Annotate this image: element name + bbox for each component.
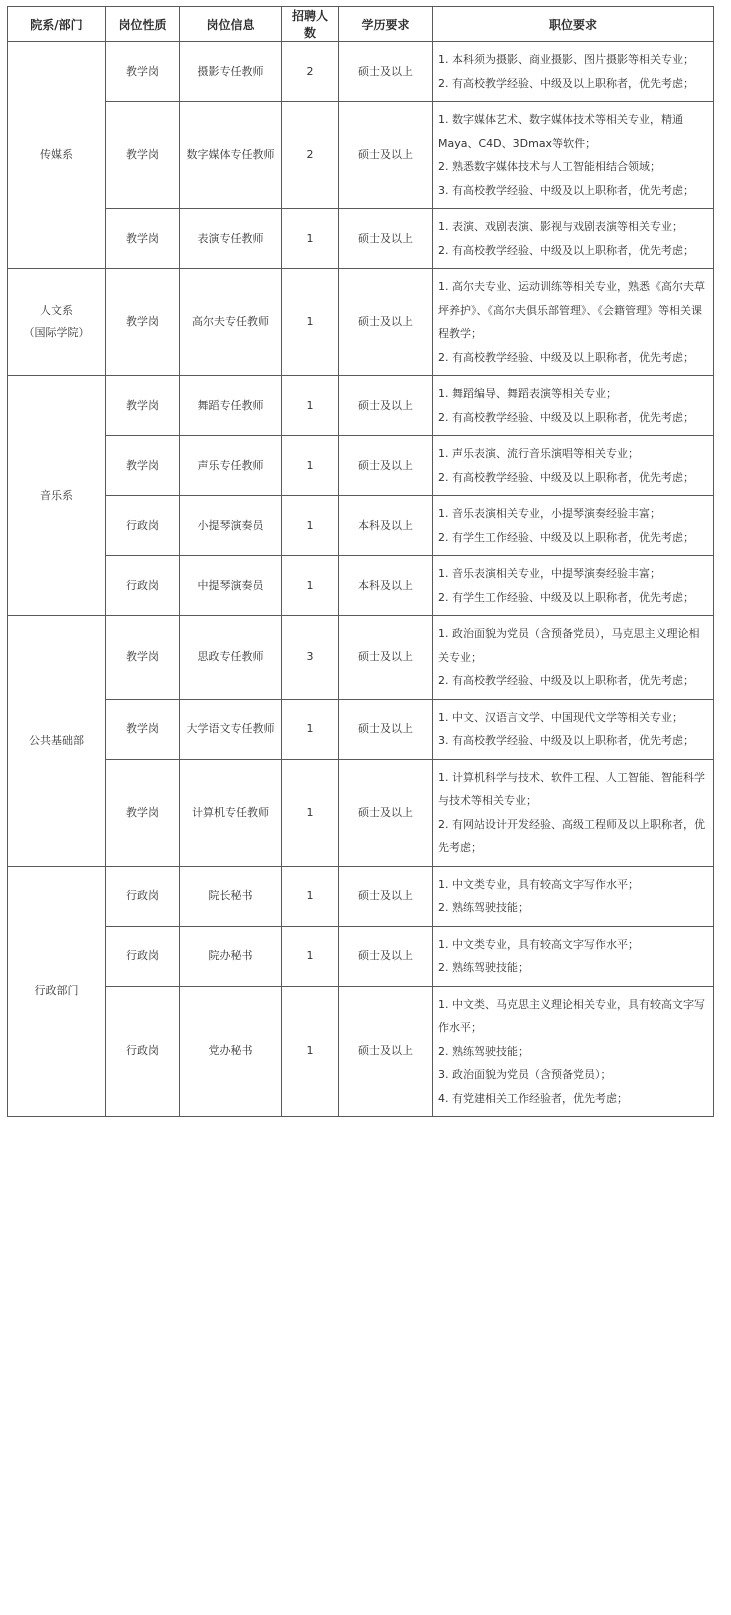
count-cell: 1 <box>282 376 339 436</box>
position-cell: 摄影专任教师 <box>180 42 282 102</box>
department-cell: 传媒系 <box>8 42 106 269</box>
nature-cell: 教学岗 <box>106 759 180 866</box>
count-cell: 1 <box>282 759 339 866</box>
count-cell: 1 <box>282 556 339 616</box>
department-cell: 公共基础部 <box>8 616 106 867</box>
education-cell: 硕士及以上 <box>339 376 433 436</box>
requirement-item: 1. 中文、汉语言文学、中国现代文学等相关专业； <box>438 710 683 724</box>
table-row <box>8 699 714 759</box>
count-cell: 1 <box>282 926 339 986</box>
nature-cell: 教学岗 <box>106 209 180 269</box>
requirement-item: 3. 政治面貌为党员（含预备党员）； <box>438 1068 612 1081</box>
header-position: 岗位信息 <box>180 7 282 42</box>
nature-cell: 教学岗 <box>106 376 180 436</box>
education-cell: 硕士及以上 <box>339 699 433 759</box>
header-department: 院系/部门 <box>8 7 106 42</box>
position-cell: 思政专任教师 <box>180 616 282 700</box>
education-cell: 硕士及以上 <box>339 102 433 209</box>
requirement-item: 2. 有高校教学经验、中级及以上职称者，优先考虑； <box>438 410 694 424</box>
count-cell: 1 <box>282 986 339 1117</box>
position-cell: 舞蹈专任教师 <box>180 376 282 436</box>
requirement-item: 1. 声乐表演、流行音乐演唱等相关专业； <box>438 447 639 460</box>
requirement-item: 2. 熟悉数字媒体技术与人工智能相结合领域； <box>438 160 661 173</box>
position-cell: 中提琴演奏员 <box>180 556 282 616</box>
table-row <box>8 42 714 102</box>
count-cell: 1 <box>282 209 339 269</box>
header-nature: 岗位性质 <box>106 7 180 42</box>
table-row <box>8 556 714 616</box>
requirements-cell <box>433 926 714 986</box>
recruitment-table <box>7 6 714 1117</box>
count-cell: 1 <box>282 699 339 759</box>
position-cell: 党办秘书 <box>180 986 282 1117</box>
education-cell: 硕士及以上 <box>339 759 433 866</box>
requirement-item: 1. 音乐表演相关专业，中提琴演奏经验丰富； <box>438 567 661 580</box>
table-body <box>8 42 714 1117</box>
header-requirements: 职位要求 <box>433 7 714 42</box>
requirement-item: 1. 计算机科学与技术、软件工程、人工智能、智能科学与技术等相关专业； <box>438 770 705 807</box>
position-cell: 数字媒体专任教师 <box>180 102 282 209</box>
requirement-item: 3. 有高校教学经验、中级及以上职称者，优先考虑； <box>438 183 694 197</box>
position-cell: 院办秘书 <box>180 926 282 986</box>
nature-cell: 行政岗 <box>106 986 180 1117</box>
requirements-cell <box>433 556 714 616</box>
requirements-cell <box>433 759 714 866</box>
requirement-item: 3. 有高校教学经验、中级及以上职称者，优先考虑； <box>438 734 694 747</box>
position-cell: 高尔夫专任教师 <box>180 269 282 376</box>
requirement-item: 1. 中文类专业，具有较高文字写作水平； <box>438 877 639 891</box>
nature-cell: 行政岗 <box>106 556 180 616</box>
requirement-item: 1. 本科须为摄影、商业摄影、图片摄影等相关专业； <box>438 53 694 66</box>
nature-cell: 教学岗 <box>106 102 180 209</box>
requirements-cell <box>433 866 714 926</box>
requirement-item: 2. 有学生工作经验、中级及以上职称者，优先考虑； <box>438 590 694 604</box>
requirement-item: 2. 有高校教学经验、中级及以上职称者，优先考虑； <box>438 243 694 257</box>
requirement-item: 2. 有高校教学经验、中级及以上职称者，优先考虑； <box>438 470 694 484</box>
count-cell: 3 <box>282 616 339 700</box>
nature-cell: 行政岗 <box>106 926 180 986</box>
requirements-cell <box>433 616 714 700</box>
table-row <box>8 759 714 866</box>
nature-cell: 教学岗 <box>106 616 180 700</box>
requirement-item: 2. 有高校教学经验、中级及以上职称者，优先考虑； <box>438 76 694 90</box>
requirements-cell <box>433 986 714 1117</box>
department-cell: 行政部门 <box>8 866 106 1117</box>
table-row <box>8 926 714 986</box>
table-row <box>8 102 714 209</box>
requirement-item: 2. 有学生工作经验、中级及以上职称者，优先考虑； <box>438 530 694 544</box>
count-cell: 1 <box>282 866 339 926</box>
requirement-item: 1. 表演、戏剧表演、影视与戏剧表演等相关专业； <box>438 220 683 233</box>
requirement-item: 2. 熟练驾驶技能； <box>438 901 529 914</box>
header-count: 招聘人数 <box>282 7 339 42</box>
education-cell: 硕士及以上 <box>339 436 433 496</box>
count-cell: 2 <box>282 42 339 102</box>
nature-cell: 行政岗 <box>106 496 180 556</box>
table-row <box>8 616 714 700</box>
requirement-item: 4. 有党建相关工作经验者，优先考虑； <box>438 1091 628 1105</box>
nature-cell: 教学岗 <box>106 436 180 496</box>
table-row <box>8 986 714 1117</box>
count-cell: 1 <box>282 436 339 496</box>
position-cell: 小提琴演奏员 <box>180 496 282 556</box>
education-cell: 本科及以上 <box>339 496 433 556</box>
table-row <box>8 209 714 269</box>
requirement-item: 1. 高尔夫专业、运动训练等相关专业，熟悉《高尔夫草坪养护》、《高尔夫俱乐部管理》、《会籍管理》等相关课程教学； <box>438 280 705 340</box>
requirement-item: 2. 有网站设计开发经验、高级工程师及以上职称者，优先考虑； <box>438 817 705 854</box>
requirement-item: 2. 熟练驾驶技能； <box>438 1044 529 1058</box>
education-cell: 硕士及以上 <box>339 616 433 700</box>
recruitment-table-container <box>7 6 713 1117</box>
education-cell: 硕士及以上 <box>339 42 433 102</box>
count-cell: 2 <box>282 102 339 209</box>
position-cell: 大学语文专任教师 <box>180 699 282 759</box>
education-cell: 硕士及以上 <box>339 926 433 986</box>
header-education: 学历要求 <box>339 7 433 42</box>
education-cell: 硕士及以上 <box>339 986 433 1117</box>
position-cell: 院长秘书 <box>180 866 282 926</box>
table-row <box>8 496 714 556</box>
requirement-item: 1. 中文类、马克思主义理论相关专业，具有较高文字写作水平； <box>438 997 705 1034</box>
requirement-item: 1. 舞蹈编导、舞蹈表演等相关专业； <box>438 387 617 400</box>
table-row <box>8 436 714 496</box>
requirements-cell <box>433 376 714 436</box>
requirement-item: 2. 熟练驾驶技能； <box>438 961 529 974</box>
education-cell: 硕士及以上 <box>339 866 433 926</box>
education-cell: 本科及以上 <box>339 556 433 616</box>
nature-cell: 行政岗 <box>106 866 180 926</box>
table-row <box>8 269 714 376</box>
requirements-cell <box>433 269 714 376</box>
requirements-cell <box>433 209 714 269</box>
requirement-item: 1. 音乐表演相关专业，小提琴演奏经验丰富； <box>438 507 661 520</box>
requirements-cell <box>433 42 714 102</box>
table-header-row <box>8 7 714 42</box>
position-cell: 计算机专任教师 <box>180 759 282 866</box>
requirement-item: 1. 政治面貌为党员（含预备党员），马克思主义理论相关专业； <box>438 627 700 664</box>
table-row <box>8 866 714 926</box>
education-cell: 硕士及以上 <box>339 209 433 269</box>
requirements-cell <box>433 496 714 556</box>
requirements-cell <box>433 436 714 496</box>
nature-cell: 教学岗 <box>106 699 180 759</box>
requirement-item: 1. 中文类专业，具有较高文字写作水平； <box>438 937 639 951</box>
nature-cell: 教学岗 <box>106 269 180 376</box>
requirement-item: 1. 数字媒体艺术、数字媒体技术等相关专业，精通Maya、C4D、3Dmax等软件； <box>438 113 683 150</box>
position-cell: 声乐专任教师 <box>180 436 282 496</box>
table-row <box>8 376 714 436</box>
count-cell: 1 <box>282 269 339 376</box>
requirements-cell <box>433 699 714 759</box>
requirement-item: 2. 有高校教学经验、中级及以上职称者，优先考虑； <box>438 350 694 364</box>
nature-cell: 教学岗 <box>106 42 180 102</box>
requirement-item: 2. 有高校教学经验、中级及以上职称者，优先考虑； <box>438 674 694 687</box>
position-cell: 表演专任教师 <box>180 209 282 269</box>
education-cell: 硕士及以上 <box>339 269 433 376</box>
department-cell: 音乐系 <box>8 376 106 616</box>
department-cell: 人文系 （国际学院） <box>8 269 106 376</box>
requirements-cell <box>433 102 714 209</box>
count-cell: 1 <box>282 496 339 556</box>
